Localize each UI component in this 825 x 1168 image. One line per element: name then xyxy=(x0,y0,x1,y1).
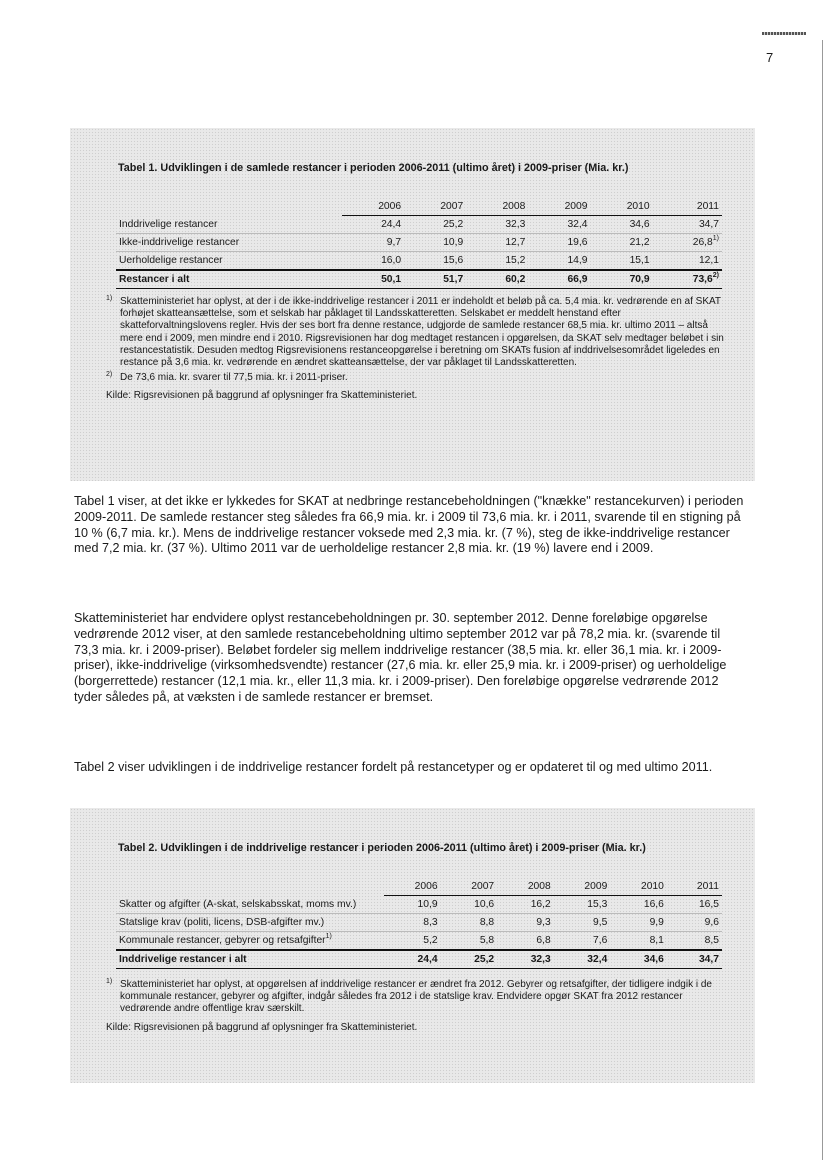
row-label: Uerholdelige restancer xyxy=(116,252,342,271)
table-2-year: 2008 xyxy=(497,878,554,896)
cell-value: 32,3 xyxy=(466,216,528,234)
table-2-year: 2006 xyxy=(384,878,441,896)
cell-value: 12,7 xyxy=(466,234,528,252)
footnote xyxy=(106,979,726,1016)
row-label: Inddrivelige restancer xyxy=(116,216,342,234)
cell-number: 26,8 xyxy=(692,237,713,248)
cell-value: 15,6 xyxy=(404,252,466,271)
cell-value: 34,6 xyxy=(591,216,653,234)
footnote xyxy=(106,296,726,369)
total-value: 51,7 xyxy=(404,270,466,289)
cell-value: 16,6 xyxy=(610,896,667,914)
row-label-text: Kommunale restancer, gebyrer og retsafgifter xyxy=(119,935,326,946)
cell-value: 24,4 xyxy=(342,216,404,234)
cell-value: 8,5 xyxy=(667,932,722,951)
cell-value: 25,2 xyxy=(404,216,466,234)
footnote-mark: 1) xyxy=(106,978,113,985)
table-1-title: Tabel 1. Udviklingen i de samlede restancer i perioden 2006-2011 (ultimo året) i 2009-priser (Mia. kr.) xyxy=(118,162,629,174)
cell-value: 21,2 xyxy=(591,234,653,252)
cell-value: 6,8 xyxy=(497,932,554,951)
table-2-source: Kilde: Rigsrevisionen på baggrund af oplysninger fra Skatteministeriet. xyxy=(106,1021,418,1033)
table-1-source: Kilde: Rigsrevisionen på baggrund af oplysninger fra Skatteministeriet. xyxy=(106,390,418,402)
table-row xyxy=(116,896,722,914)
total-value: 50,1 xyxy=(342,270,404,289)
table-2-header-row xyxy=(116,878,722,896)
cell-value: 32,4 xyxy=(528,216,590,234)
body-paragraph-1: Tabel 1 viser, at det ikke er lykkedes for SKAT at nedbringe restancebeholdningen ("knække" restancekurven) i perioden 2009-2011. De samlede restancer steg således fra 66,9 mia. kr. i 2009 til 73,6 mia. kr. i 2011, svarende til en stigning på 10 % (6,7 mia. kr.). Mens de inddrivelige restancer voksede med 2,3 mia. kr. (7 %), steg de ikke-inddrivelige restancer med 7,2 mia. kr. (37 %). Ultimo 2011 var de uerholdelige restancer 2,8 mia. kr. (19 %) lavere end i 2009. xyxy=(74,494,744,556)
cell-value: 8,3 xyxy=(384,914,441,932)
body-paragraph-3: Tabel 2 viser udviklingen i de inddrivelige restancer fordelt på restancetyper og er opdateret til og med ultimo 2011. xyxy=(74,760,713,774)
cell-value: 16,0 xyxy=(342,252,404,271)
cell-value: 9,3 xyxy=(497,914,554,932)
table-total-row xyxy=(116,270,722,289)
cell-value: 9,7 xyxy=(342,234,404,252)
table-2-notes xyxy=(106,979,726,1034)
total-value: 60,2 xyxy=(466,270,528,289)
cell-value: 7,6 xyxy=(554,932,611,951)
table-row xyxy=(116,216,722,234)
cell-value: 12,1 xyxy=(653,252,722,271)
cell-value: 19,6 xyxy=(528,234,590,252)
cell-value: 9,9 xyxy=(610,914,667,932)
table-1-year: 2010 xyxy=(591,198,653,216)
table-row xyxy=(116,914,722,932)
cell-value: 15,3 xyxy=(554,896,611,914)
row-label xyxy=(116,932,384,951)
table-2-year: 2010 xyxy=(610,878,667,896)
total-value: 25,2 xyxy=(441,950,498,969)
page-header-marker xyxy=(762,32,806,35)
total-value: 34,7 xyxy=(667,950,722,969)
cell-value: 10,6 xyxy=(441,896,498,914)
cell-value: 34,7 xyxy=(653,216,722,234)
table-1-year: 2008 xyxy=(466,198,528,216)
total-value xyxy=(653,270,722,289)
body-paragraph-2: Skatteministeriet har endvidere oplyst restancebeholdningen pr. 30. september 2012. Denne foreløbige opgørelse vedrørende 2012 viser, at den samlede restancebeholdning ultimo september 2012 var på 78,2 mia. kr. (svarende til 73,3 mia. kr. i 2009-priser). Beløbet fordeler sig mellem inddrivelige restancer (38,5 mia. kr. eller 36,1 mia. kr. i 2009-priser), ikke-inddrivelige (virksomhedsvendte) restancer (27,6 mia. kr. eller 25,9 mia. kr. i 2009-priser) og uerholdelige (borgerrettede) restancer (12,1 mia. kr., eller 11,3 mia. kr. i 2009-priser). Den foreløbige opgørelse vedrørende 2012 tyder således på, at væksten i de samlede restancer er bremset. xyxy=(74,611,727,704)
table-2-header-spacer xyxy=(116,878,384,896)
footnote-text: Skatteministeriet har oplyst, at opgørelsen af inddrivelige restancer er ændret fra 2012. Gebyrer og retsafgifter, der tidligere indgik i de kommunale restancer, gebyrer og afgifter, indgår således fra 2012 i de statslige krav. Endvidere opgør SKAT fra 2012 restancer vedrørende andre offentlige krav særskilt. xyxy=(120,979,712,1015)
cell-value: 15,2 xyxy=(466,252,528,271)
footnote xyxy=(106,372,726,384)
footnote-ref: 2) xyxy=(712,272,719,279)
cell-value: 16,5 xyxy=(667,896,722,914)
cell-value: 8,8 xyxy=(441,914,498,932)
footnote-mark: 1) xyxy=(106,295,113,302)
footnote-text: Skatteministeriet har oplyst, at der i de ikke-inddrivelige restancer i 2011 er indeholdt et beløb på ca. 5,4 mia. kr. vedrørende en af SKAT forhøjet skatteansættelse, som et selskab har påklaget til Landsskatteretten. Selskabet er meddelt henstand efter skatteforvaltningslovens regler. Hvis der ses bort fra denne restance, udgjorde de samlede restancer 68,5 mia. kr. ultimo 2011 – altså mere end i 2009, men mindre end i 2010. Rigsrevisionen har dog medtaget restancen i opgørelsen, da SKAT selv medtager beløbet i sin restancestatistik. Desuden medtog Rigsrevisionens restanceopgørelse i beretning om SKATs fusion af inddrivelsesområdet ligeledes en restance på 3,6 mia. kr. vedrørende en ændret skatteansættelse, der var påklaget til Landsskatteretten. xyxy=(120,296,724,369)
table-2-box xyxy=(70,808,755,1083)
cell-value: 5,8 xyxy=(441,932,498,951)
table-1-year: 2011 xyxy=(653,198,722,216)
total-value: 70,9 xyxy=(591,270,653,289)
row-label: Ikke-inddrivelige restancer xyxy=(116,234,342,252)
table-row xyxy=(116,932,722,951)
cell-value: 14,9 xyxy=(528,252,590,271)
total-value: 34,6 xyxy=(610,950,667,969)
table-total-row xyxy=(116,950,722,969)
table-2-year: 2009 xyxy=(554,878,611,896)
cell-value: 15,1 xyxy=(591,252,653,271)
cell-value: 8,1 xyxy=(610,932,667,951)
cell-value: 16,2 xyxy=(497,896,554,914)
total-value: 24,4 xyxy=(384,950,441,969)
row-label: Statslige krav (politi, licens, DSB-afgifter mv.) xyxy=(116,914,384,932)
table-1-header-row xyxy=(116,198,722,216)
footnote-ref: 1) xyxy=(712,235,719,242)
table-2-title: Tabel 2. Udviklingen i de inddrivelige restancer i perioden 2006-2011 (ultimo året) i 2009-priser (Mia. kr.) xyxy=(118,842,646,854)
row-label: Skatter og afgifter (A-skat, selskabsskat, moms mv.) xyxy=(116,896,384,914)
cell-value: 10,9 xyxy=(404,234,466,252)
total-value: 66,9 xyxy=(528,270,590,289)
table-1-year: 2007 xyxy=(404,198,466,216)
cell-value: 10,9 xyxy=(384,896,441,914)
total-value: 32,4 xyxy=(554,950,611,969)
table-row xyxy=(116,252,722,271)
footnote-ref: 1) xyxy=(325,933,332,940)
table-2-year: 2007 xyxy=(441,878,498,896)
table-1-year: 2009 xyxy=(528,198,590,216)
total-label: Inddrivelige restancer i alt xyxy=(116,950,384,969)
total-label: Restancer i alt xyxy=(116,270,342,289)
footnote-text: De 73,6 mia. kr. svarer til 77,5 mia. kr. i 2011-priser. xyxy=(120,372,348,384)
table-1-year: 2006 xyxy=(342,198,404,216)
cell-value xyxy=(653,234,722,252)
total-number: 73,6 xyxy=(692,274,713,285)
page-number: 7 xyxy=(766,50,774,65)
total-value: 32,3 xyxy=(497,950,554,969)
cell-value: 9,6 xyxy=(667,914,722,932)
table-1-box xyxy=(70,128,755,481)
table-2-year: 2011 xyxy=(667,878,722,896)
scan-edge-line xyxy=(822,40,823,1160)
cell-value: 5,2 xyxy=(384,932,441,951)
table-2 xyxy=(116,878,722,969)
table-1-header-spacer xyxy=(116,198,342,216)
footnote-mark: 2) xyxy=(106,371,113,379)
table-row xyxy=(116,234,722,252)
table-1-notes xyxy=(106,296,726,403)
table-1 xyxy=(116,198,722,289)
cell-value: 9,5 xyxy=(554,914,611,932)
